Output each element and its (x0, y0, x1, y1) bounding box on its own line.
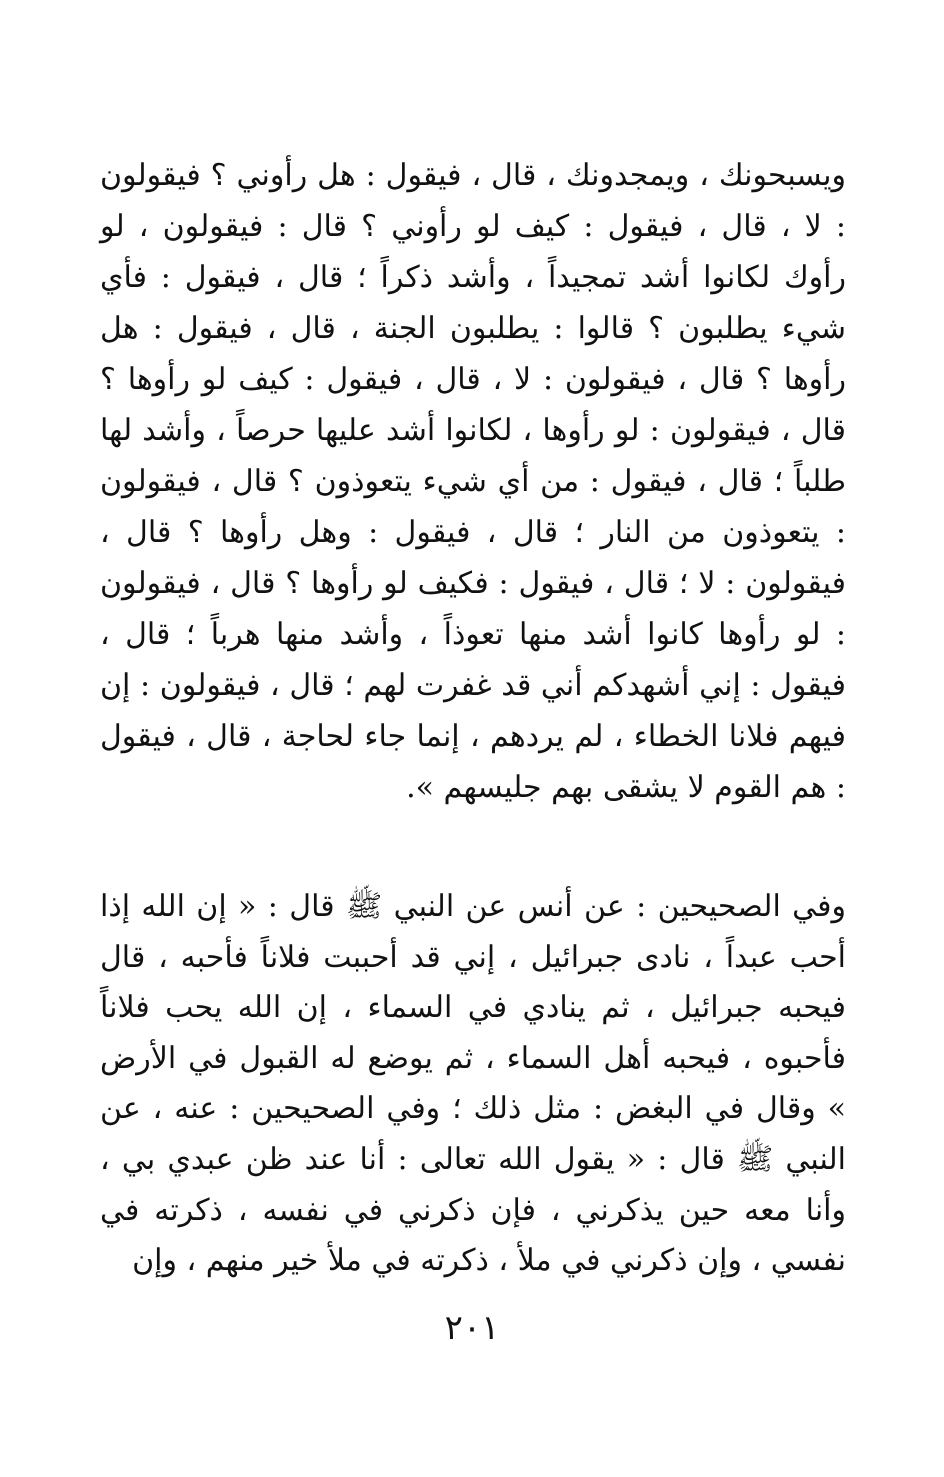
hadith-paragraph-continued: ويسبحونك ، ويمجدونك ، قال ، فيقول : هل رأوني ؟ فيقولون : لا ، قال ، فيقول : كيف لو رأوني ؟ قال : فيقولون ، لو رأوك لكانوا أشد تمجيداً ، وأشد ذكراً ؛ قال ، فيقول : فأي شيء يطلبون ؟ قالوا : يطلبون الجنة ، قال ، فيقول : هل رأوها ؟ قال ، فيقولون : لا ، قال ، فيقول : كيف لو رأوها ؟ قال ، فيقولون : لو رأوها ، لكانوا أشد عليها حرصاً ، وأشد لها طلباً ؛ قال ، فيقول : من أي شيء يتعوذون ؟ قال ، فيقولون : يتعوذون من النار ؛ قال ، فيقول : وهل رأوها ؟ قال ، فيقولون : لا ؛ قال ، فيقول : فكيف لو رأوها ؟ قال ، فيقولون : لو رأوها كانوا أشد منها تعوذاً ، وأشد منها هرباً ؛ قال ، فيقول : إني أشهدكم أني قد غفرت لهم ؛ قال ، فيقولون : إن فيهم فلانا الخطاء ، لم يردهم ، إنما جاء لحاجة ، قال ، فيقول : هم القوم لا يشقى بهم جليسهم ». (100, 158, 846, 805)
page-number: ٢٠١ (444, 1308, 500, 1348)
hadith-paragraph-sahihayn: وفي الصحيحين : عن أنس عن النبي ﷺ قال : « إن الله إذا أحب عبداً ، نادى جبرائيل ، إني قد أحببت فلاناً فأحبه ، قال فيحبه جبرائيل ، ثم ينادي في السماء ، إن الله يحب فلاناً فأحبوه ، فيحبه أهل السماء ، ثم يوضع له القبول في الأرض » وقال في البغض : مثل ذلك ؛ وفي الصحيحين : عنه ، عن النبي ﷺ قال : « يقول الله تعالى : أنا عند ظن عبدي بي ، وأنا معه حين يذكرني ، فإن ذكرني في نفسه ، ذكرته في نفسي ، وإن ذكرني في ملأ ، ذكرته في ملأ خير منهم ، وإن (100, 889, 846, 1279)
